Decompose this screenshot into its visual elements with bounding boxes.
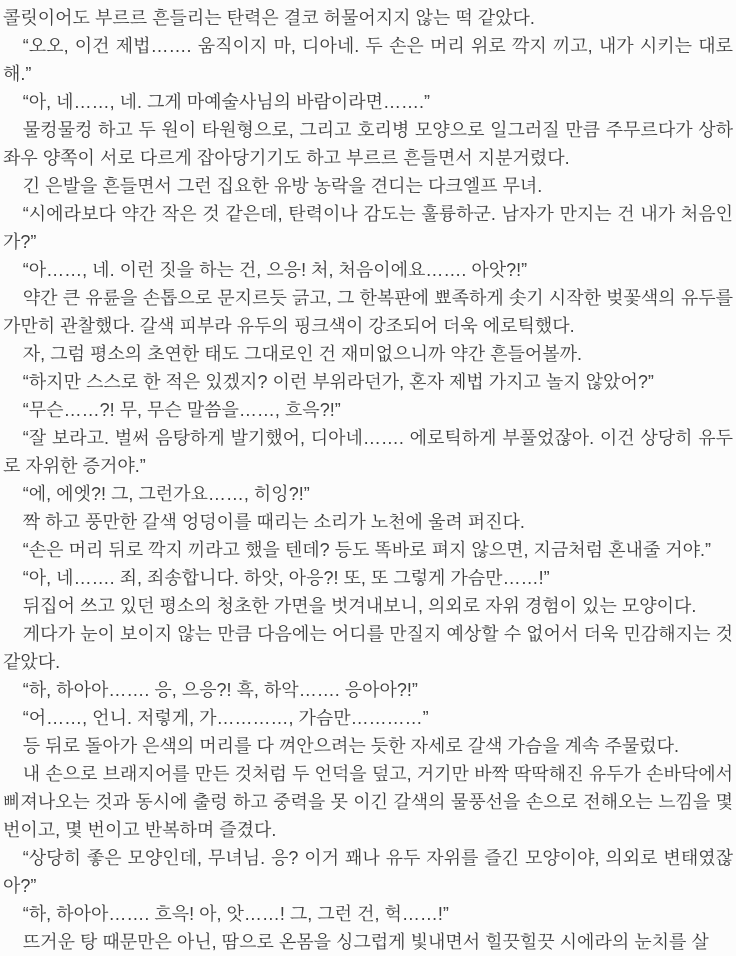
paragraph: “상당히 좋은 모양인데, 무녀님. 응? 이거 꽤나 유두 자위를 즐긴 모양이야, 의외로 변태였잖아?” — [3, 848, 733, 896]
paragraph: 짝 하고 풍만한 갈색 엉덩이를 때리는 소리가 노천에 울려 퍼진다. — [22, 512, 525, 532]
paragraph: “아……, 네. 이런 짓을 하는 건, 으응! 처, 처음이에요……. 아앗?!” — [22, 260, 528, 280]
paragraph: “잘 보라고. 벌써 음탕하게 발기했어, 디아네……. 에로틱하게 부풀었잖아. 이건 상당히 유두로 자위한 증거야.” — [3, 428, 733, 476]
paragraph: 긴 은발을 흔들면서 그런 집요한 유방 농락을 견디는 다크엘프 무녀. — [22, 176, 543, 196]
paragraph: “하, 하아아……. 응, 으응?! 흑, 하악……. 응아아?!” — [22, 680, 418, 700]
paragraph: “아, 네……. 죄, 죄송합니다. 하앗, 아응?! 또, 또 그렇게 가슴만……!” — [22, 568, 550, 588]
paragraph: 내 손으로 브래지어를 만든 것처럼 두 언덕을 덮고, 거기만 바짝 딱딱해진 유두가 손바닥에서 삐져나오는 것과 동시에 출렁 하고 중력을 못 이긴 갈색의 물풍선을 손으로 전해오는 느낌을 몇 번이고, 몇 번이고 반복하며 즐겼다. — [3, 764, 733, 840]
paragraph: 등 뒤로 돌아가 은색의 머리를 다 껴안으려는 듯한 자세로 갈색 가슴을 계속 주물렀다. — [22, 736, 679, 756]
paragraph: “손은 머리 뒤로 깍지 끼라고 했을 텐데? 등도 똑바로 펴지 않으면, 지금처럼 혼내줄 거야.” — [22, 540, 711, 560]
paragraph: 뜨거운 탕 때문만은 아닌, 땀으로 온몸을 싱그럽게 빛내면서 힐끗힐끗 시에라의 눈치를 살 — [22, 932, 709, 952]
paragraph: “오오, 이건 제법……. 움직이지 마, 디아네. 두 손은 머리 위로 깍지 끼고, 내가 시키는 대로 해.” — [3, 36, 733, 84]
paragraph: 콜릿이어도 부르르 흔들리는 탄력은 결코 허물어지지 않는 떡 같았다. — [3, 8, 535, 28]
paragraph: 게다가 눈이 보이지 않는 만큼 다음에는 어디를 만질지 예상할 수 없어서 더욱 민감해지는 것 같았다. — [3, 624, 733, 672]
paragraph: 자, 그럼 평소의 초연한 태도 그대로인 건 재미없으니까 약간 흔들어볼까. — [22, 344, 583, 364]
paragraph: “하, 하아아……. 흐윽! 아, 앗……! 그, 그런 건, 헉……!” — [22, 904, 449, 924]
paragraph: “어……, 언니. 저렇게, 가…………, 가슴만…………” — [22, 708, 429, 728]
paragraph: “하지만 스스로 한 적은 있겠지? 이런 부위라던가, 혼자 제법 가지고 놀지 않았어?” — [22, 372, 654, 392]
paragraph: 물컹물컹 하고 두 원이 타원형으로, 그리고 호리병 모양으로 일그러질 만큼 주무르다가 상하좌우 양쪽이 서로 다르게 잡아당기기도 하고 부르르 흔들면서 지분거렸다. — [3, 120, 733, 168]
paragraph: 뒤집어 쓰고 있던 평소의 청초한 가면을 벗겨내보니, 의외로 자위 경험이 있는 모양이다. — [22, 596, 697, 616]
paragraph: “아, 네……, 네. 그게 마예술사님의 바람이라면…….” — [22, 92, 431, 112]
paragraph: 약간 큰 유륜을 손톱으로 문지르듯 긁고, 그 한복판에 뾰족하게 솟기 시작한 벚꽃색의 유두를 가만히 관찰했다. 갈색 피부라 유두의 핑크색이 강조되어 더욱 에로틱했다. — [3, 288, 733, 336]
paragraph: “에, 에엣?! 그, 그런가요……, 히잉?!” — [22, 484, 310, 504]
paragraph: “무슨……?! 무, 무슨 말씀을……, 흐윽?!” — [22, 400, 341, 420]
paragraph: “시에라보다 약간 작은 것 같은데, 탄력이나 감도는 훌륭하군. 남자가 만지는 건 내가 처음인가?” — [3, 204, 733, 252]
paragraph-list — [3, 4, 733, 956]
